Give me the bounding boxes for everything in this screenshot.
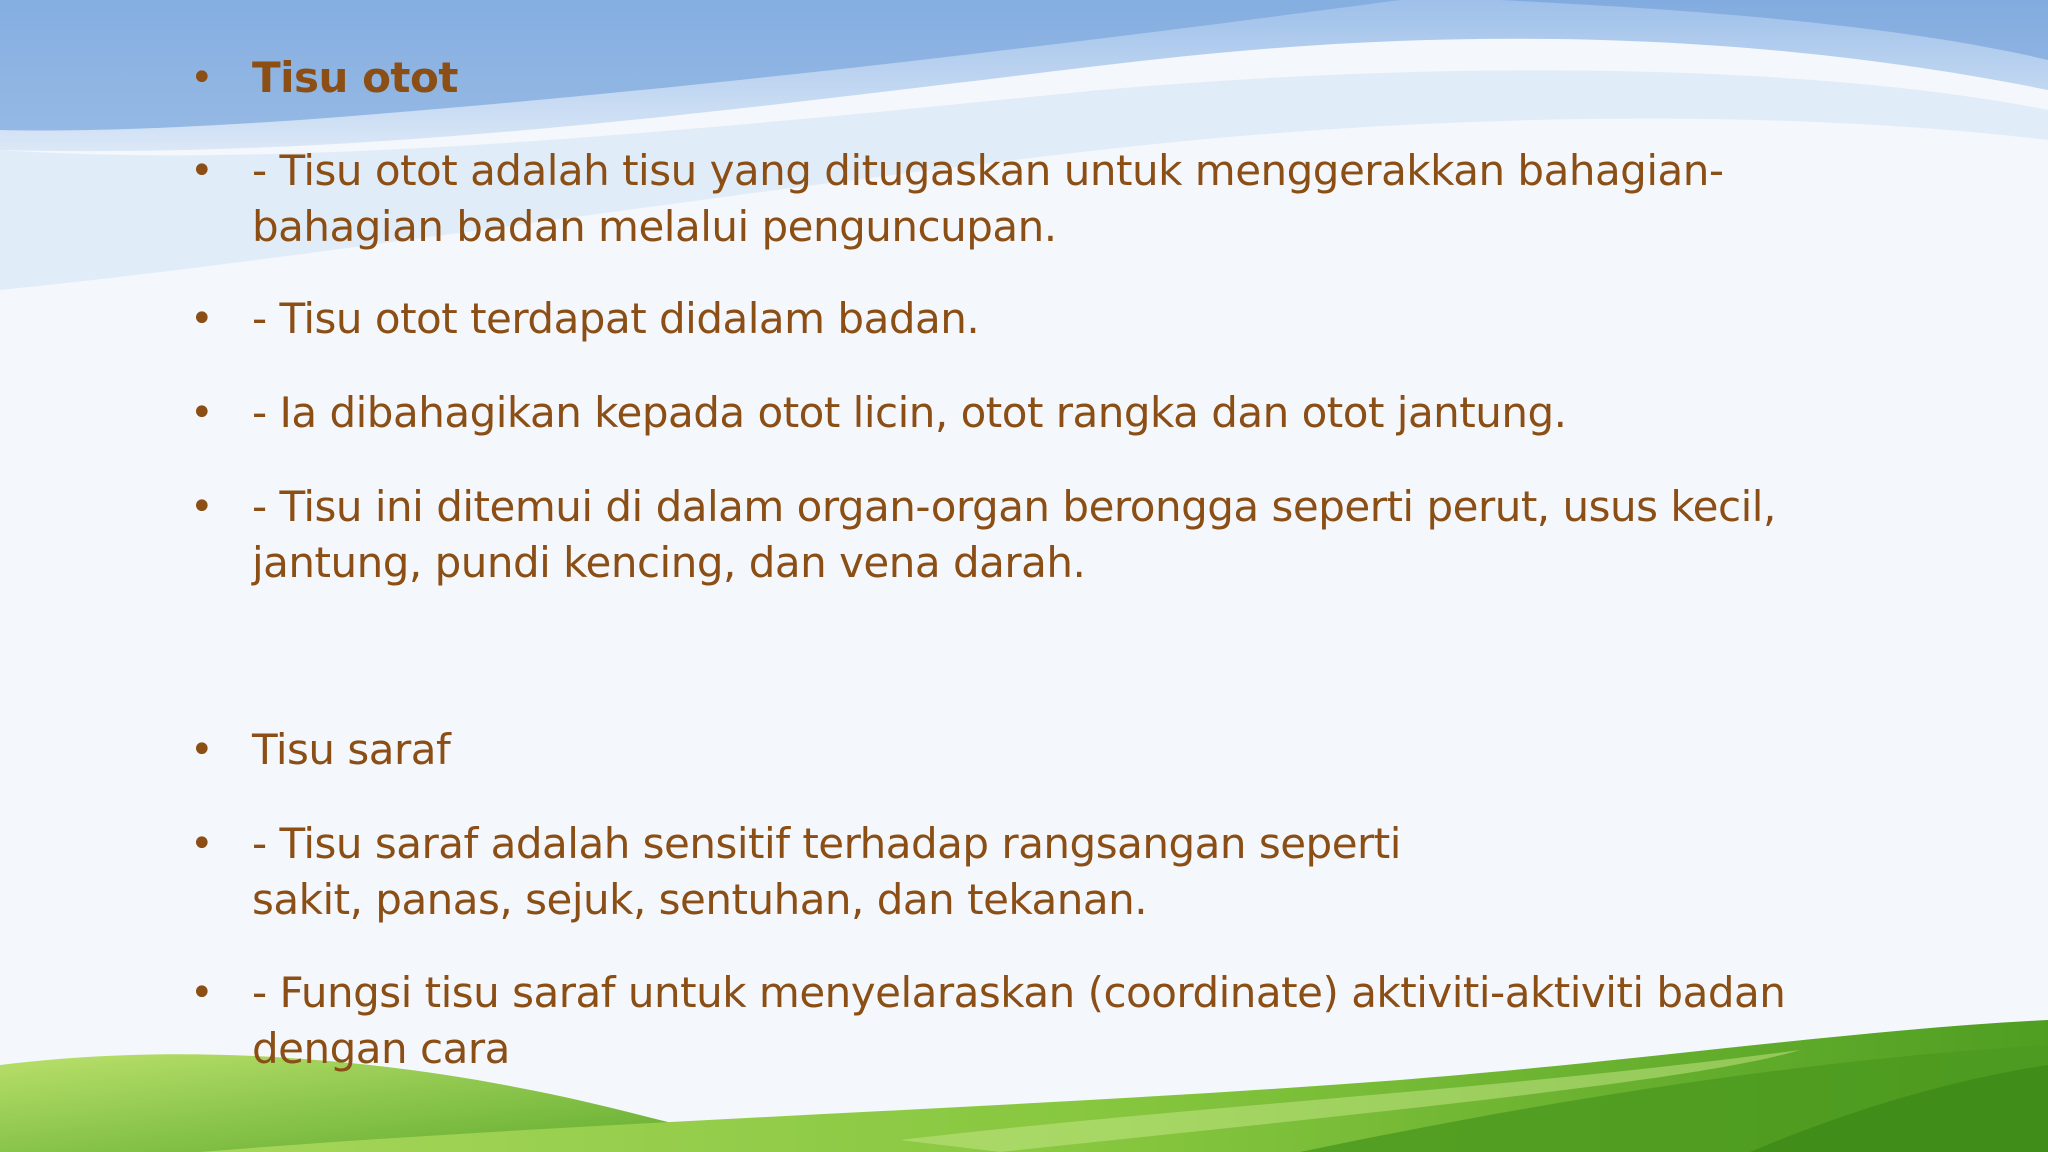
- bullet-item: [190, 479, 1890, 591]
- bullet-item: [190, 722, 1890, 778]
- bullet-symbol: •: [190, 390, 214, 436]
- bullet-item: [190, 143, 1890, 255]
- bullet-symbol: •: [190, 484, 214, 530]
- bullet-item: [190, 385, 1890, 441]
- bullet-symbol: •: [190, 970, 214, 1016]
- bullet-symbol: •: [190, 296, 214, 342]
- bullet-symbol: •: [190, 148, 214, 194]
- bullet-symbol: •: [190, 727, 214, 773]
- bullet-text: - Fungsi tisu saraf untuk menyelaraskan (coordinate) aktiviti-aktiviti badan dengan cara: [252, 968, 1786, 1073]
- bullet-item: [190, 291, 1890, 347]
- heading-tisu-saraf: Tisu saraf: [252, 725, 451, 774]
- bullet-text: - Tisu otot adalah tisu yang ditugaskan untuk menggerakkan bahagian-bahagian badan melalui penguncupan.: [252, 146, 1724, 251]
- bullet-text: - Tisu saraf adalah sensitif terhadap rangsangan seperti sakit, panas, sejuk, sentuhan, dan tekanan.: [252, 819, 1401, 924]
- bullet-symbol: •: [190, 55, 214, 101]
- bullet-text: - Ia dibahagikan kepada otot licin, otot rangka dan otot jantung.: [252, 388, 1567, 437]
- bullet-text: - Tisu ini ditemui di dalam organ-organ berongga seperti perut, usus kecil, jantung, pundi kencing, dan vena darah.: [252, 482, 1776, 587]
- bullet-symbol: •: [190, 821, 214, 867]
- heading-tisu-otot: Tisu otot: [252, 53, 458, 102]
- bullet-text: - Tisu otot terdapat didalam badan.: [252, 294, 980, 343]
- bullet-item: [190, 816, 1890, 928]
- bullet-item: [190, 965, 1890, 1077]
- bullet-item: [190, 50, 1890, 106]
